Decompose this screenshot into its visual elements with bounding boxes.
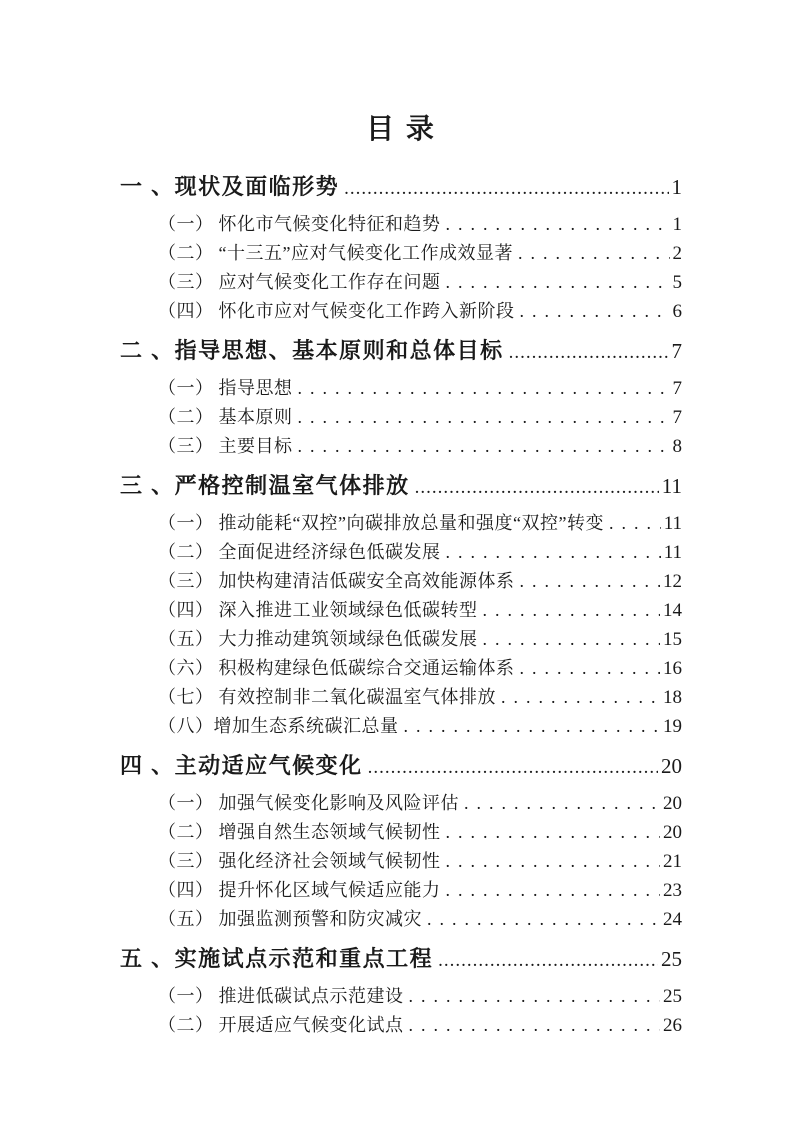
toc-item-page: 25: [663, 986, 682, 1007]
toc-item-row: [158, 567, 682, 596]
toc-item-row: [158, 268, 682, 297]
toc-item-row: [158, 432, 682, 461]
toc-item-label: （三） 主要目标: [158, 436, 293, 456]
toc-item-page: 23: [663, 880, 682, 901]
toc-item-label: （三） 强化经济社会领域气候韧性: [158, 851, 441, 871]
toc-item-label: （四） 提升怀化区域气候适应能力: [158, 880, 441, 900]
dot-leader: [483, 596, 661, 625]
toc-item-row: [158, 847, 682, 876]
toc-section-row: [120, 944, 682, 976]
toc-item-page: 16: [663, 658, 682, 679]
dot-leader: [404, 712, 661, 741]
dot-leader: [509, 336, 669, 368]
toc-item-label: （六） 积极构建绿色低碳综合交通运输体系: [158, 658, 515, 678]
toc-item-row: [158, 683, 682, 712]
dot-leader: [344, 172, 668, 204]
toc-item-row: [158, 596, 682, 625]
dot-leader: [415, 471, 659, 503]
toc-item-page: 21: [663, 851, 682, 872]
toc-item-label: （二） 开展适应气候变化试点: [158, 1015, 404, 1035]
toc-item-label: （五） 大力推动建筑领域绿色低碳发展: [158, 629, 478, 649]
toc-item-page: 19: [663, 716, 682, 737]
dot-leader: [446, 818, 661, 847]
toc-section-page: 1: [671, 175, 682, 199]
toc-section-row: [120, 336, 682, 368]
toc-item-row: [158, 239, 682, 268]
toc-item-label: （一） 推动能耗“双控”向碳排放总量和强度“双控”转变: [158, 513, 604, 533]
toc-section-row: [120, 172, 682, 204]
toc-item-label: （五） 加强监测预警和防灾减灾: [158, 909, 422, 929]
dot-leader: [464, 789, 660, 818]
toc-item-label: （一） 加强气候变化影响及风险评估: [158, 793, 459, 813]
toc-item-page: 14: [663, 600, 682, 621]
toc-item-label: （四） 怀化市应对气候变化工作跨入新阶段: [158, 301, 515, 321]
dot-leader: [409, 1011, 661, 1040]
dot-leader: [446, 268, 670, 297]
toc-item-row: [158, 1011, 682, 1040]
dot-leader: [446, 876, 661, 905]
dot-leader: [438, 944, 658, 976]
toc-item-label: （二） 增强自然生态领域气候韧性: [158, 822, 441, 842]
toc-item-label: （四） 深入推进工业领域绿色低碳转型: [158, 600, 478, 620]
toc-section-label: 二 、指导思想、基本原则和总体目标: [120, 338, 504, 363]
toc-item-row: [158, 297, 682, 326]
toc-item-row: [158, 818, 682, 847]
toc-item-page: 8: [672, 436, 682, 457]
toc-item-page: 7: [672, 378, 682, 399]
toc-section-page: 11: [661, 474, 682, 498]
dot-leader: [501, 683, 660, 712]
toc-item-label: （一） 推进低碳试点示范建设: [158, 986, 404, 1006]
toc-item-label: （三） 加快构建清洁低碳安全高效能源体系: [158, 571, 515, 591]
toc-item-label: （一） 怀化市气候变化特征和趋势: [158, 214, 441, 234]
table-of-contents: [120, 172, 682, 1040]
toc-item-page: 2: [672, 243, 682, 264]
toc-item-row: [158, 210, 682, 239]
dot-leader: [609, 509, 661, 538]
dot-leader: [368, 751, 658, 783]
toc-item-page: 1: [672, 214, 682, 235]
toc-section-row: [120, 751, 682, 783]
toc-section-label: 四 、主动适应气候变化: [120, 753, 363, 778]
dot-leader: [518, 239, 670, 268]
toc-item-label: （八）增加生态系统碳汇总量: [158, 716, 399, 736]
dot-leader: [520, 654, 661, 683]
toc-item-label: （二） 基本原则: [158, 407, 293, 427]
dot-leader: [298, 432, 670, 461]
dot-leader: [446, 538, 661, 567]
toc-item-page: 26: [663, 1015, 682, 1036]
toc-item-label: （二） 全面促进经济绿色低碳发展: [158, 542, 441, 562]
toc-item-label: （一） 指导思想: [158, 378, 293, 398]
toc-item-row: [158, 509, 682, 538]
toc-section-label: 三 、严格控制温室气体排放: [120, 473, 410, 498]
dot-leader: [427, 905, 660, 934]
toc-item-row: [158, 538, 682, 567]
dot-leader: [520, 297, 670, 326]
toc-item-label: （三） 应对气候变化工作存在问题: [158, 272, 441, 292]
toc-item-label: （二） “十三五”应对气候变化工作成效显著: [158, 243, 513, 263]
toc-item-row: [158, 625, 682, 654]
dot-leader: [520, 567, 661, 596]
toc-section-label: 五 、实施试点示范和重点工程: [120, 946, 434, 971]
toc-item-row: [158, 374, 682, 403]
dot-leader: [483, 625, 661, 654]
toc-item-page: 20: [663, 793, 682, 814]
toc-section-row: [120, 471, 682, 503]
dot-leader: [446, 210, 670, 239]
dot-leader: [409, 982, 661, 1011]
toc-item-page: 15: [663, 629, 682, 650]
dot-leader: [298, 403, 670, 432]
toc-item-row: [158, 876, 682, 905]
dot-leader: [298, 374, 670, 403]
toc-section-page: 25: [661, 947, 682, 971]
toc-item-row: [158, 982, 682, 1011]
toc-item-page: 24: [663, 909, 682, 930]
toc-item-page: 11: [663, 542, 682, 563]
toc-item-row: [158, 712, 682, 741]
toc-item-page: 11: [663, 513, 682, 534]
dot-leader: [446, 847, 661, 876]
toc-item-row: [158, 905, 682, 934]
toc-item-page: 7: [672, 407, 682, 428]
toc-item-label: （七） 有效控制非二氧化碳温室气体排放: [158, 687, 496, 707]
toc-item-page: 6: [672, 301, 682, 322]
toc-section-page: 7: [671, 339, 682, 363]
toc-item-page: 5: [672, 272, 682, 293]
toc-section-label: 一 、现状及面临形势: [120, 174, 340, 199]
toc-item-row: [158, 403, 682, 432]
toc-item-row: [158, 654, 682, 683]
toc-item-page: 20: [663, 822, 682, 843]
toc-item-row: [158, 789, 682, 818]
toc-item-page: 18: [663, 687, 682, 708]
page-title: 目 录: [366, 113, 436, 144]
toc-section-page: 20: [661, 754, 682, 778]
toc-item-page: 12: [663, 571, 682, 592]
